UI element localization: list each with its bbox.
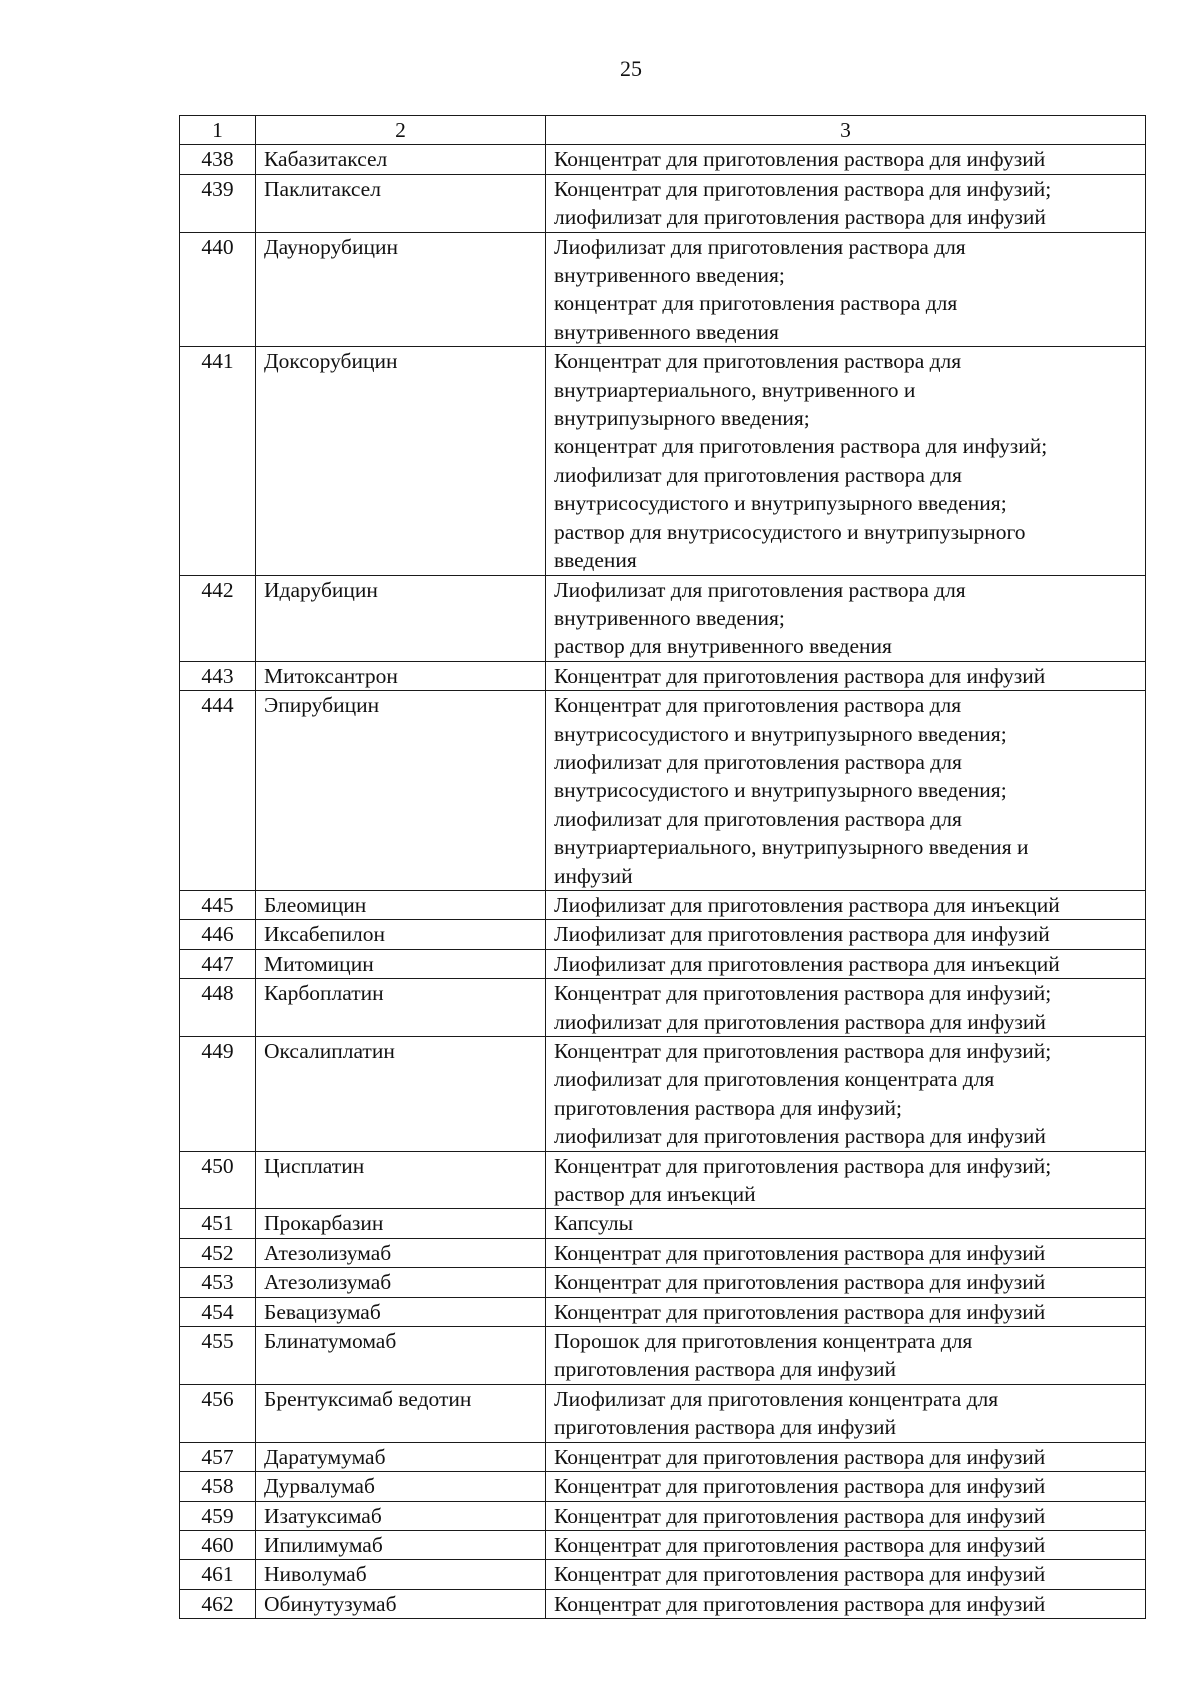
row-number: 444 [180,691,256,891]
dosage-form-line: Концентрат для приготовления раствора для [554,693,962,718]
dosage-form-line: Концентрат для приготовления раствора для инфузий [554,663,1046,688]
dosage-form-line: внутриартериального, внутривенного и [554,377,916,402]
drug-name: Цисплатин [256,1151,546,1209]
table-row [180,1384,1146,1442]
dosage-form-line: Концентрат для приготовления раствора для инфузий; [554,1039,1052,1063]
row-number: 457 [180,1442,256,1471]
drug-name: Даратумумаб [256,1442,546,1471]
dosage-form-line: лиофилизат для приготовления раствора для [554,806,962,831]
dosage-form [546,1238,1146,1267]
dosage-form-line: лиофилизат для приготовления раствора для инфузий [554,205,1046,230]
row-number: 461 [180,1560,256,1589]
dosage-form [546,145,1146,174]
table-row [180,1442,1146,1471]
dosage-form-line: Порошок для приготовления концентрата для [554,1329,973,1354]
row-number: 453 [180,1268,256,1297]
dosage-form [546,1327,1146,1385]
dosage-form [546,920,1146,949]
dosage-form-line: раствор для внутривенного введения [554,634,892,659]
drug-name: Даунорубицин [256,232,546,347]
dosage-form-line: введения [554,548,637,573]
dosage-form-line: инфузий [554,863,633,888]
dosage-form-line: концентрат для приготовления раствора для инфузий; [554,434,1048,459]
table-row [180,1560,1146,1589]
dosage-form [546,949,1146,978]
dosage-form-line: Концентрат для приготовления раствора для инфузий [554,1299,1046,1324]
dosage-form [546,1151,1146,1209]
drug-table [179,115,1146,1619]
dosage-form-line: Концентрат для приготовления раствора для инфузий; [554,176,1052,201]
row-number: 448 [180,979,256,1037]
table-row [180,1151,1146,1209]
dosage-form-line: концентрат для приготовления раствора для [554,291,958,316]
drug-name: Атезолизумаб [256,1268,546,1297]
column-header-3: 3 [546,116,1146,145]
row-number: 462 [180,1589,256,1618]
dosage-form-line: Лиофилизат для приготовления концентрата для [554,1386,999,1411]
table-row [180,949,1146,978]
table-row [180,1268,1146,1297]
row-number: 441 [180,347,256,575]
table-row [180,347,1146,575]
table-row [180,1037,1146,1152]
row-number: 454 [180,1297,256,1326]
column-header-2: 2 [256,116,546,145]
table-row [180,145,1146,174]
dosage-form-line: Концентрат для приготовления раствора для инфузий [554,147,1046,172]
dosage-form-line: Лиофилизат для приготовления раствора для инъекций [554,951,1060,976]
drug-name: Блеомицин [256,890,546,919]
row-number: 447 [180,949,256,978]
dosage-form-line: Капсулы [554,1211,634,1236]
dosage-form-line: приготовления раствора для инфузий; [554,1095,903,1120]
table-row [180,661,1146,690]
row-number: 456 [180,1384,256,1442]
drug-name: Кабазитаксел [256,145,546,174]
drug-name: Дурвалумаб [256,1472,546,1501]
table-row [180,1589,1146,1618]
table-row [180,1327,1146,1385]
dosage-form-line: внутрисосудистого и внутрипузырного введения; [554,491,1007,516]
row-number: 449 [180,1037,256,1152]
dosage-form [546,1268,1146,1297]
dosage-form [546,1589,1146,1618]
dosage-form [546,661,1146,690]
dosage-form [546,1501,1146,1530]
drug-name: Прокарбазин [256,1209,546,1238]
table-row [180,920,1146,949]
dosage-form-line: Концентрат для приготовления раствора для инфузий [554,1591,1046,1616]
row-number: 460 [180,1530,256,1559]
dosage-form-line: Концентрат для приготовления раствора для инфузий; [554,1153,1052,1178]
dosage-form-line: Концентрат для приготовления раствора для инфузий [554,1474,1046,1499]
drug-name: Бевацизумаб [256,1297,546,1326]
column-number-row [180,116,1146,145]
dosage-form-line: Концентрат для приготовления раствора для инфузий [554,1240,1046,1265]
row-number: 440 [180,232,256,347]
column-header-1: 1 [180,116,256,145]
dosage-form [546,890,1146,919]
dosage-form-line: лиофилизат для приготовления раствора для [554,462,962,487]
dosage-form-line: приготовления раствора для инфузий [554,1357,897,1382]
drug-name: Карбоплатин [256,979,546,1037]
row-number: 439 [180,174,256,232]
table-row [180,890,1146,919]
drug-name: Изатуксимаб [256,1501,546,1530]
dosage-form-line: приготовления раствора для инфузий [554,1415,897,1440]
dosage-form [546,1297,1146,1326]
drug-name: Оксалиплатин [256,1037,546,1152]
dosage-form-line: Концентрат для приготовления раствора для инфузий [554,1503,1046,1528]
drug-name: Атезолизумаб [256,1238,546,1267]
dosage-form-line: Концентрат для приготовления раствора для инфузий [554,1532,1046,1557]
dosage-form-line: Лиофилизат для приготовления раствора для инъекций [554,892,1060,917]
dosage-form [546,979,1146,1037]
drug-name: Ниволумаб [256,1560,546,1589]
table-row [180,232,1146,347]
row-number: 443 [180,661,256,690]
row-number: 458 [180,1472,256,1501]
dosage-form-line: лиофилизат для приготовления концентрата для [554,1067,995,1092]
dosage-form [546,691,1146,891]
row-number: 446 [180,920,256,949]
drug-name: Брентуксимаб ведотин [256,1384,546,1442]
drug-name: Митомицин [256,949,546,978]
row-number: 459 [180,1501,256,1530]
row-number: 451 [180,1209,256,1238]
drug-name: Эпирубицин [256,691,546,891]
table-row [180,575,1146,661]
dosage-form [546,1384,1146,1442]
dosage-form-line: Концентрат для приготовления раствора для [554,349,962,374]
dosage-form-line: раствор для инъекций [554,1182,756,1207]
dosage-form-line: внутривенного введения [554,319,779,344]
row-number: 442 [180,575,256,661]
dosage-form-line: Концентрат для приготовления раствора для инфузий [554,1444,1046,1469]
dosage-form [546,1472,1146,1501]
dosage-form-line: внутрисосудистого и внутрипузырного введения; [554,778,1007,803]
row-number: 445 [180,890,256,919]
drug-name: Ипилимумаб [256,1530,546,1559]
dosage-form-line: лиофилизат для приготовления раствора для инфузий [554,1124,1046,1149]
drug-name: Блинатумомаб [256,1327,546,1385]
dosage-form-line: внутрипузырного введения; [554,406,810,431]
dosage-form-line: Лиофилизат для приготовления раствора для [554,577,966,602]
dosage-form-line: внутрисосудистого и внутрипузырного введения; [554,721,1007,746]
dosage-form [546,1530,1146,1559]
dosage-form [546,174,1146,232]
drug-name: Доксорубицин [256,347,546,575]
drug-name: Обинутузумаб [256,1589,546,1618]
table-row [180,1209,1146,1238]
dosage-form [546,347,1146,575]
table-row [180,691,1146,891]
dosage-form-line: лиофилизат для приготовления раствора для [554,749,962,774]
dosage-form-line: внутриартериального, внутрипузырного введения и [554,835,1029,860]
dosage-form-line: Концентрат для приготовления раствора для инфузий [554,1562,1046,1587]
page-number: 25 [620,56,642,81]
table-row [180,1530,1146,1559]
drug-name: Идарубицин [256,575,546,661]
drug-name: Паклитаксел [256,174,546,232]
table-row [180,1297,1146,1326]
dosage-form [546,1442,1146,1471]
drug-name: Иксабепилон [256,920,546,949]
dosage-form [546,1037,1146,1152]
dosage-form [546,232,1146,347]
dosage-form-line: внутривенного введения; [554,263,785,288]
dosage-form-line: Лиофилизат для приготовления раствора для [554,234,966,259]
dosage-form [546,1560,1146,1589]
dosage-form-line: внутривенного введения; [554,605,785,630]
table-row [180,174,1146,232]
dosage-form-line: лиофилизат для приготовления раствора для инфузий [554,1009,1046,1034]
table-row [180,1501,1146,1530]
row-number: 455 [180,1327,256,1385]
drug-name: Митоксантрон [256,661,546,690]
dosage-form [546,575,1146,661]
row-number: 438 [180,145,256,174]
dosage-form-line: Лиофилизат для приготовления раствора для инфузий [554,922,1050,947]
table-body [180,116,1146,1619]
row-number: 450 [180,1151,256,1209]
table-row [180,979,1146,1037]
dosage-form [546,1209,1146,1238]
table-row [180,1472,1146,1501]
dosage-form-line: Концентрат для приготовления раствора для инфузий; [554,981,1052,1006]
table-row [180,1238,1146,1267]
row-number: 452 [180,1238,256,1267]
dosage-form-line: раствор для внутрисосудистого и внутрипузырного [554,519,1026,544]
dosage-form-line: Концентрат для приготовления раствора для инфузий [554,1270,1046,1295]
